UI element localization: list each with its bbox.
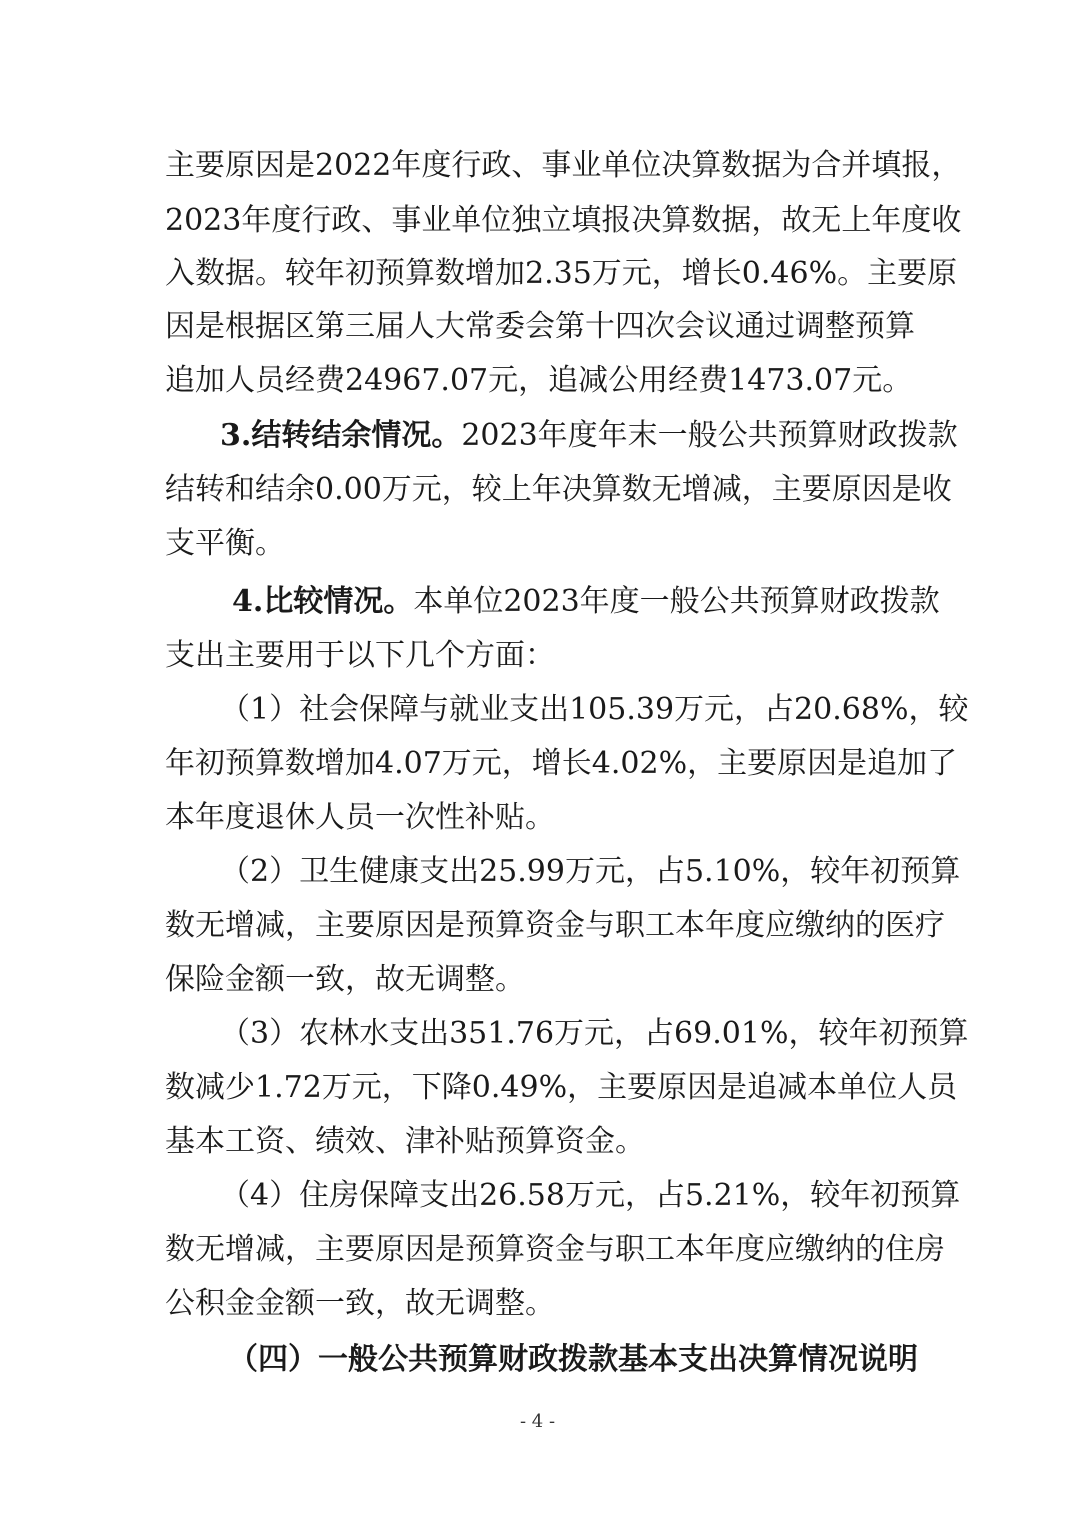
item-1-line-3: 本年度退休人员一次性补贴。 (165, 800, 555, 835)
paragraph-2-line-2: 结转和结余0.00万元，较上年决算数无增减，主要原因是收 (165, 472, 952, 507)
item-1-line-2: 年初预算数增加4.07万元，增长4.02%，主要原因是追加了 (165, 746, 958, 781)
paragraph-1-line-5: 追加人员经费24967.07元，追减公用经费1473.07元。 (165, 363, 913, 398)
item-2-line-1: （2）卫生健康支出25.99万元，占5.10%，较年初预算 (220, 854, 961, 889)
item-2-line-3: 保险金额一致，故无调整。 (165, 962, 525, 997)
paragraph-1-line-3: 入数据。较年初预算数增加2.35万元，增长0.46%。主要原 (165, 256, 958, 291)
item-1-line-1: （1）社会保障与就业支出105.39万元，占20.68%，较 (220, 692, 969, 727)
paragraph-2-title: 3.结转结余情况。 (220, 418, 462, 453)
paragraph-2-line-3: 支平衡。 (165, 526, 285, 561)
paragraph-1-line-1: 主要原因是2022年度行政、事业单位决算数据为合并填报， (165, 148, 962, 183)
item-3-line-2: 数减少1.72万元，下降0.49%，主要原因是追减本单位人员 (165, 1070, 958, 1105)
paragraph-3-title: 4.比较情况。 (232, 584, 414, 619)
paragraph-2-line-1 (220, 416, 958, 456)
page-number: - 4 - (519, 1411, 556, 1432)
paragraph-1-line-4: 因是根据区第三届人大常委会第十四次会议通过调整预算 (165, 309, 915, 344)
item-4-line-1: （4）住房保障支出26.58万元，占5.21%，较年初预算 (220, 1178, 961, 1213)
paragraph-1-line-2: 2023年度行政、事业单位独立填报决算数据，故无上年度收 (165, 203, 962, 238)
paragraph-3-line-1 (232, 582, 940, 622)
item-3-line-3: 基本工资、绩效、津补贴预算资金。 (165, 1124, 645, 1159)
paragraph-3-line-2: 支出主要用于以下几个方面： (165, 638, 555, 673)
item-4-line-3: 公积金金额一致，故无调整。 (165, 1286, 555, 1321)
paragraph-3-line-1-text: 本单位2023年度一般公共预算财政拨款 (413, 584, 940, 619)
item-2-line-2: 数无增减，主要原因是预算资金与职工本年度应缴纳的医疗 (165, 908, 945, 943)
item-3-line-1: （3）农林水支出351.76万元，占69.01%，较年初预算 (220, 1016, 969, 1051)
paragraph-2-line-1-text: 2023年度年末一般公共预算财政拨款 (461, 418, 958, 453)
item-4-line-2: 数无增减，主要原因是预算资金与职工本年度应缴纳的住房 (165, 1232, 945, 1267)
section-heading: （四）一般公共预算财政拨款基本支出决算情况说明 (228, 1342, 918, 1377)
